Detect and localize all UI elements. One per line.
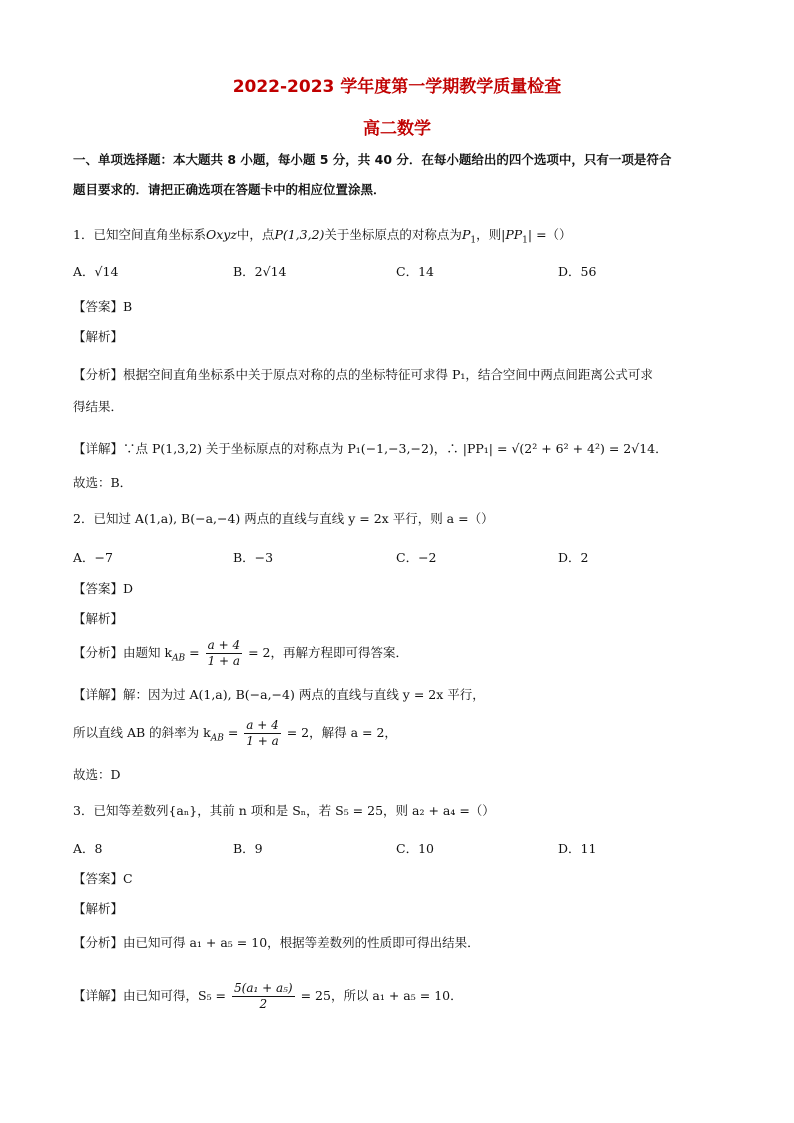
section-intro-line-1: 一、单项选择题：本大题共 8 小题，每小题 5 分，共 40 分．在每小题给出的四个选项中，只有一项是符合 <box>73 152 672 167</box>
q3-stem: 3．已知等差数列{aₙ}，其前 n 项和是 Sₙ，若 S₅ = 25，则 a₂ + a₄ =（） <box>73 803 495 818</box>
q2-detail2-frac-num: a + 4 <box>246 718 279 732</box>
q1-stem-g: ，则 <box>476 227 502 242</box>
doc-title: 2022-2023 学年度第一学期教学质量检查 <box>232 77 562 97</box>
q2-detail2-fraction <box>244 718 280 749</box>
q2-detail2-eq: = <box>223 725 243 740</box>
q2-option-b: B．−3 <box>233 550 274 565</box>
q3-option-c: C．10 <box>396 841 434 856</box>
q1-option-c: C．14 <box>396 264 434 279</box>
q3-detail-post: = 25，所以 a₁ + a₅ = 10． <box>296 988 463 1003</box>
q2-analysis-post: = 2，再解方程即可得答案． <box>244 645 408 660</box>
q3-option-b: B．9 <box>233 841 263 856</box>
q1-stem: 1．已知空间直角坐标系Oxyz中，点P(1,3,2)关于坐标原点的对称点为$P_1$，则$|PP_1|$ =（） <box>73 227 572 246</box>
q3-analysis: 【分析】由已知可得 a₁ + a₅ = 10，根据等差数列的性质即可得出结果． <box>73 935 480 950</box>
q1-choice: 故选：B． <box>73 475 133 490</box>
q2-analysis-fraction <box>206 638 242 669</box>
q3-option-d: D．11 <box>558 841 597 856</box>
q3-detail <box>73 976 463 1016</box>
q2-stem: 2．已知过 A(1,a), B(−a,−4) 两点的直线与直线 y = 2x 平行，则 a =（） <box>73 511 494 526</box>
q1-analysis-line-1: 【分析】根据空间直角坐标系中关于原点对称的点的坐标特征可求得 P₁，结合空间中两点间距离公式可求 <box>73 367 653 382</box>
q2-detail-line-1: 【详解】解：因为过 A(1,a), B(−a,−4) 两点的直线与直线 y = 2x 平行， <box>73 687 485 702</box>
q1-jiexi-label: 【解析】 <box>73 329 124 344</box>
q1-answer: 【答案】B <box>73 299 133 314</box>
q2-analysis-eq: = <box>185 645 204 660</box>
q3-jiexi-label: 【解析】 <box>73 901 124 916</box>
q1-stem-a: 1．已知空间直角坐标系 <box>73 227 206 242</box>
q2-detail2-sub: AB <box>210 733 224 744</box>
q3-detail-frac-den: 2 <box>259 997 268 1011</box>
q1-option-a: A．√14 <box>73 264 119 279</box>
q1-detail: 【详解】∵点 P(1,3,2) 关于坐标原点的对称点为 P₁(−1,−3,−2)，∴ |PP₁| = √(2² + 6² + 4²) = 2√14． <box>73 441 668 456</box>
q3-answer: 【答案】C <box>73 871 133 886</box>
q1-stem-c: 中，点 <box>236 227 275 242</box>
q2-detail2-post: = 2，解得 a = 2， <box>282 725 397 740</box>
q2-analysis-sub: AB <box>172 653 186 664</box>
q1-stem-h: |PP <box>501 227 523 242</box>
q2-answer: 【答案】D <box>73 581 134 596</box>
q1-stem-f: P <box>461 227 471 242</box>
q2-analysis-frac-num: a + 4 <box>207 638 241 652</box>
q2-jiexi-label: 【解析】 <box>73 611 124 626</box>
q3-detail-pre: 【详解】由已知可得，S₅ = <box>73 988 230 1003</box>
q2-analysis-frac-den: 1 + a <box>207 654 241 668</box>
q1-stem-d: P(1,3,2) <box>274 227 325 242</box>
q2-analysis-pre: 【分析】由题知 k <box>73 645 173 660</box>
q2-detail2-frac-den: 1 + a <box>246 734 279 748</box>
q2-choice: 故选：D <box>73 767 121 782</box>
q3-detail-frac-num: 5(a₁ + a₅) <box>234 981 293 995</box>
q1-stem-e: 关于坐标原点的对称点为 <box>324 227 462 242</box>
q1-option-d: D．56 <box>558 264 597 279</box>
q1-analysis-line-2: 得结果． <box>73 399 124 414</box>
q2-detail-line-2 <box>73 716 397 756</box>
q3-option-a: A．8 <box>73 841 103 856</box>
q1-stem-b: Oxyz <box>205 227 237 242</box>
q1-option-b: B．2√14 <box>233 264 287 279</box>
q2-analysis <box>73 636 408 676</box>
section-intro-line-2: 题目要求的．请把正确选项在答题卡中的相应位置涂黑． <box>73 182 386 197</box>
q2-option-c: C．−2 <box>396 550 437 565</box>
q1-stem-i: | =（） <box>527 227 572 242</box>
q3-detail-fraction <box>232 981 295 1012</box>
q2-option-a: A．−7 <box>73 550 113 565</box>
q2-option-d: D．2 <box>558 550 589 565</box>
q2-detail2-pre: 所以直线 AB 的斜率为 k <box>73 725 211 740</box>
doc-subtitle: 高二数学 <box>363 119 431 139</box>
